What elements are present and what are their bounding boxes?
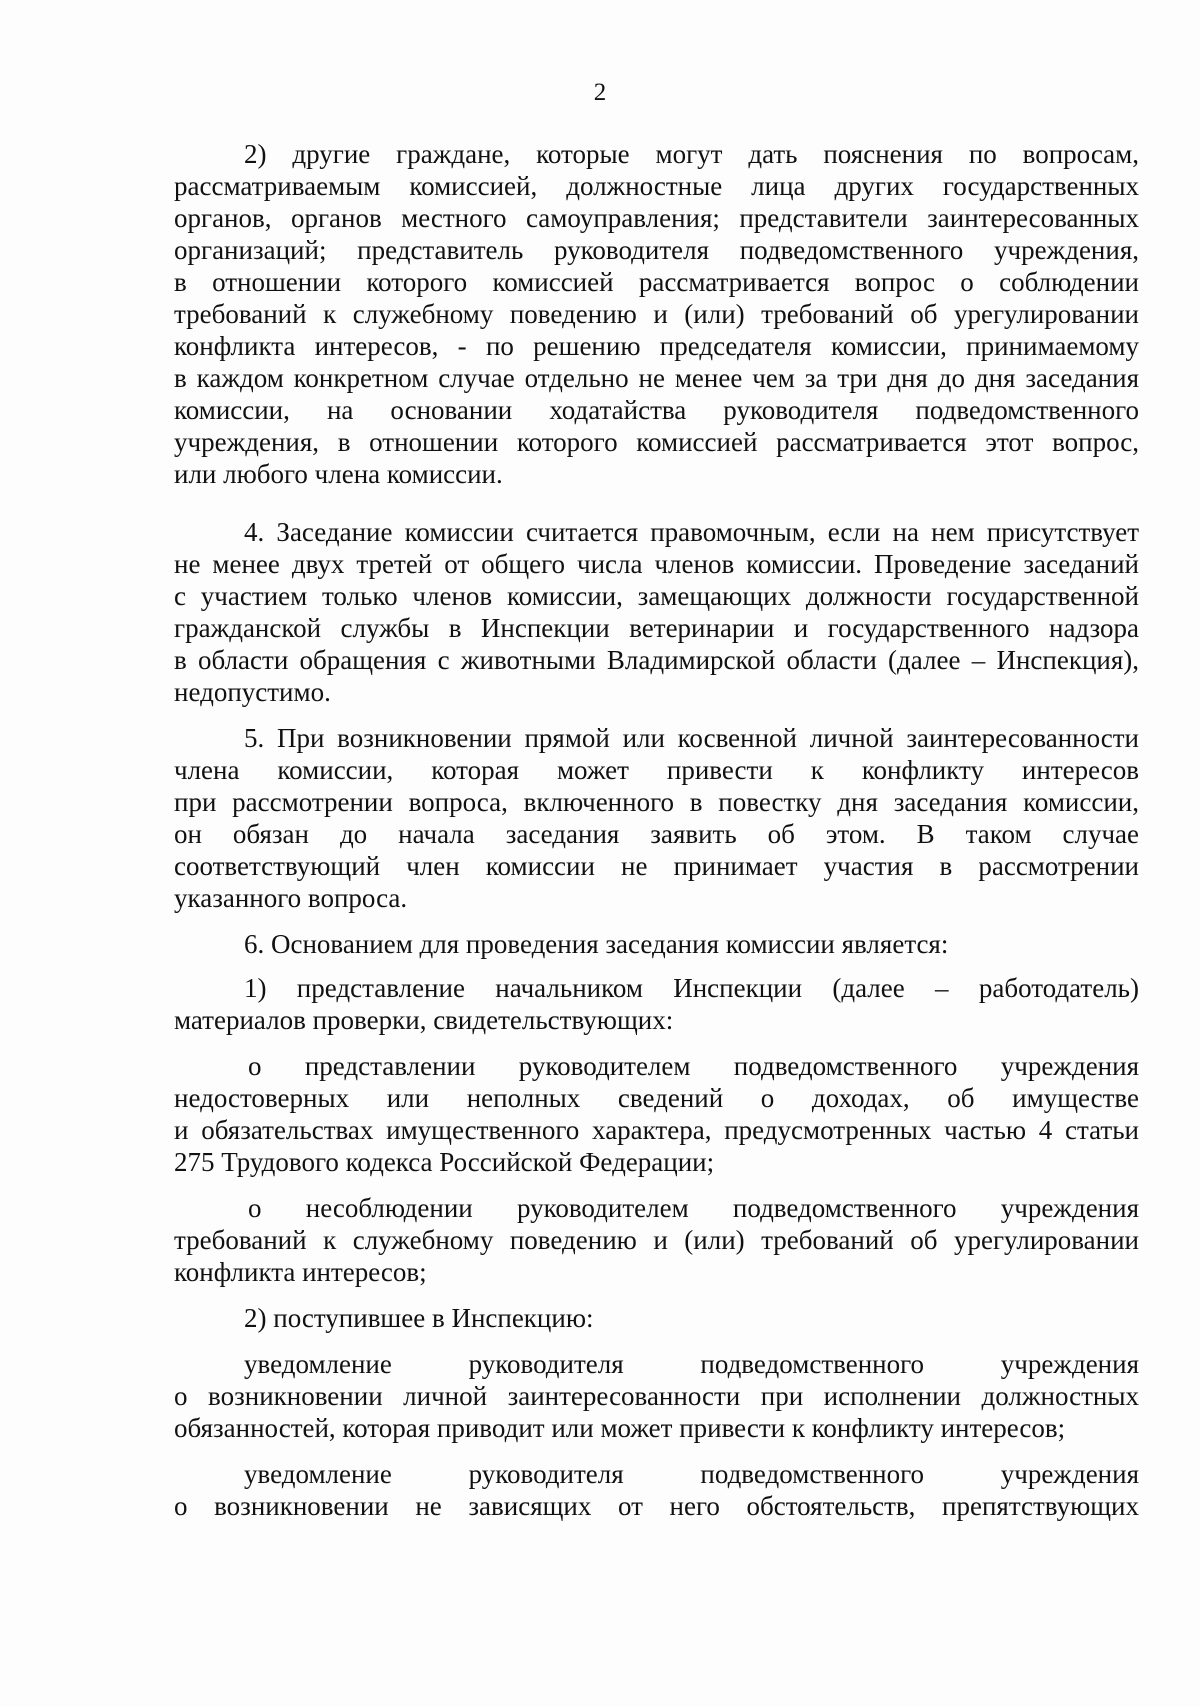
- text-line: конфликта интересов;: [174, 1257, 427, 1287]
- paragraph-item-6: [174, 928, 1139, 960]
- text-line: 275 Трудового кодекса Российской Федерации;: [174, 1147, 715, 1177]
- text-line: 4. Заседание комиссии считается правомочным, если на нем присутствует: [244, 517, 1139, 547]
- text-line: 2) поступившее в Инспекцию:: [244, 1303, 594, 1333]
- text-line: в области обращения с животными Владимирской области (далее – Инспекция),: [174, 645, 1139, 675]
- text-line: о несоблюдении руководителем подведомственного учреждения: [248, 1193, 1139, 1223]
- text-line: органов, органов местного самоуправления; представители заинтересованных: [174, 203, 1139, 233]
- paragraph-notice-interest: [174, 1348, 1139, 1444]
- text-line: недостоверных или неполных сведений о доходах, об имуществе: [174, 1083, 1139, 1113]
- paragraph-noncompliance: [174, 1192, 1139, 1288]
- text-line: о представлении руководителем подведомственного учреждения: [248, 1051, 1139, 1081]
- text-line: члена комиссии, которая может привести к конфликту интересов: [174, 755, 1139, 785]
- text-line: уведомление руководителя подведомственного учреждения: [244, 1349, 1139, 1379]
- text-line: обязанностей, которая приводит или может привести к конфликту интересов;: [174, 1413, 1066, 1443]
- text-line: недопустимо.: [174, 677, 331, 707]
- text-line: уведомление руководителя подведомственного учреждения: [244, 1459, 1139, 1489]
- text-line: о возникновении личной заинтересованности при исполнении должностных: [174, 1381, 1139, 1411]
- text-line: учреждения, в отношении которого комиссией рассматривается этот вопрос,: [174, 427, 1139, 457]
- paragraph-subitem-2: [174, 1302, 1139, 1334]
- text-line: 1) представление начальником Инспекции (далее – работодатель): [244, 973, 1139, 1003]
- paragraph-submission: [174, 1050, 1139, 1178]
- document-body: [174, 138, 1139, 1522]
- text-line: организаций; представитель руководителя подведомственного учреждения,: [174, 235, 1139, 265]
- paragraph-item-4: [174, 516, 1139, 708]
- paragraph-notice-circumstances: [174, 1458, 1139, 1522]
- text-line: при рассмотрении вопроса, включенного в повестку дня заседания комиссии,: [174, 787, 1139, 817]
- text-line: требований к служебному поведению и (или) требований об урегулировании: [174, 299, 1139, 329]
- text-line: не менее двух третей от общего числа членов комиссии. Проведение заседаний: [174, 549, 1139, 579]
- text-line: требований к служебному поведению и (или) требований об урегулировании: [174, 1225, 1139, 1255]
- text-line: соответствующий член комиссии не принимает участия в рассмотрении: [174, 851, 1139, 881]
- text-line: 5. При возникновении прямой или косвенной личной заинтересованности: [244, 723, 1139, 753]
- paragraph-subitem-1: [174, 972, 1139, 1036]
- paragraph-item-5: [174, 722, 1139, 914]
- text-line: рассматриваемым комиссией, должностные лица других государственных: [174, 171, 1139, 201]
- text-line: с участием только членов комиссии, замещающих должности государственной: [174, 581, 1139, 611]
- text-line: гражданской службы в Инспекции ветеринарии и государственного надзора: [174, 613, 1139, 643]
- text-line: в отношении которого комиссией рассматривается вопрос о соблюдении: [174, 267, 1139, 297]
- text-line: конфликта интересов, - по решению председателя комиссии, принимаемому: [174, 331, 1139, 361]
- text-line: о возникновении не зависящих от него обстоятельств, препятствующих: [174, 1491, 1139, 1521]
- page-number: 2: [593, 79, 607, 106]
- text-line: или любого члена комиссии.: [174, 459, 503, 489]
- text-line: в каждом конкретном случае отдельно не менее чем за три дня до дня заседания: [174, 363, 1139, 393]
- text-line: 2) другие граждане, которые могут дать пояснения по вопросам,: [244, 139, 1139, 169]
- text-line: комиссии, на основании ходатайства руководителя подведомственного: [174, 395, 1139, 425]
- text-line: 6. Основанием для проведения заседания комиссии является:: [244, 929, 949, 959]
- text-line: указанного вопроса.: [174, 883, 408, 913]
- paragraph-other-citizens: [174, 138, 1139, 490]
- text-line: материалов проверки, свидетельствующих:: [174, 1005, 674, 1035]
- text-line: он обязан до начала заседания заявить об этом. В таком случае: [174, 819, 1139, 849]
- text-line: и обязательствах имущественного характера, предусмотренных частью 4 статьи: [174, 1115, 1139, 1145]
